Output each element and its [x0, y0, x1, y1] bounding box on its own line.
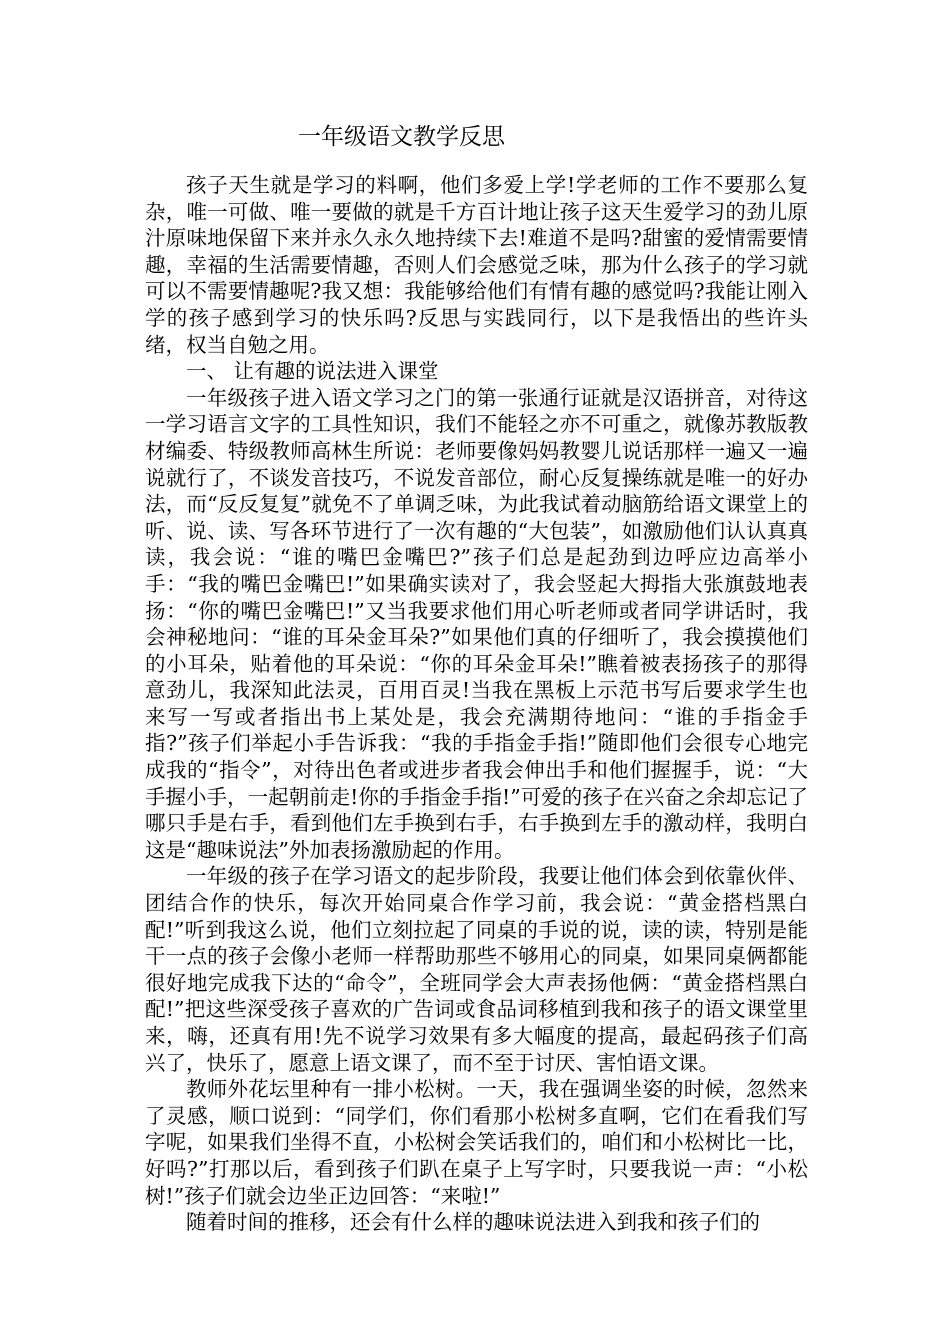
paragraph-pine-tree: 教师外花坛里种有一排小松树。一天，我在强调坐姿的时候，忽然来了灵感，顺口说到：“同学们，你们看那小松树多直啊，它们在看我们写字呢，如果我们坐得不直，小松树会笑话我们的，咱们和小松树比一比，好吗?”打那以后，看到孩子们趴在桌子上写字时，只要我说一声：“小松树!”孩子们就会边坐正边回答：“来啦!” — [145, 1077, 808, 1208]
paragraph-closing: 随着时间的推移，还会有什么样的趣味说法进入到我和孩子们的 — [186, 1210, 760, 1235]
document-body — [145, 172, 808, 1236]
document-title: 一年级语文教学反思 — [298, 124, 505, 150]
paragraph-pinyin: 一年级孩子进入语文学习之门的第一张通行证就是汉语拼音，对待这一学习语言文字的工具性知识，我们不能轻之亦不可重之，就像苏教版教材编委、特级教师高林生所说：老师要像妈妈教婴儿说话那样一遍又一遍说就行了，不谈发音技巧，不说发音部位，耐心反复操练就是唯一的好办法，而“反反复复”就免不了单调乏味，为此我试着动脑筋给语文课堂上的听、说、读、写各环节进行了一次有趣的“大包装”，如激励他们认认真真读，我会说：“谁的嘴巴金嘴巴?”孩子们总是起劲到边呼应边高举小手：“我的嘴巴金嘴巴!”如果确实读对了，我会竖起大拇指大张旗鼓地表扬：“你的嘴巴金嘴巴!”又当我要求他们用心听老师或者同学讲话时，我会神秘地问：“谁的耳朵金耳朵?”如果他们真的仔细听了，我会摸摸他们的小耳朵，贴着他的耳朵说：“你的耳朵金耳朵!”瞧着被表扬孩子的那得意劲儿，我深知此法灵，百用百灵!当我在黑板上示范书写后要求学生也来写一写或者指出书上某处是，我会充满期待地问：“谁的手指金手指?”孩子们举起小手告诉我：“我的手指金手指!”随即他们会很专心地完成我的“指令”，对待出色者或进步者我会伸出手和他们握握手，说：“大手握小手，一起朝前走!你的手指金手指!”可爱的孩子在兴奋之余却忘记了哪只手是右手，看到他们左手换到右手，右手换到左手的激动样，我明白这是“趣味说法”外加表扬激励起的作用。 — [145, 385, 808, 862]
paragraph-partner: 一年级的孩子在学习语文的起步阶段，我要让他们体会到依靠伙伴、团结合作的快乐，每次开始同桌合作学习前，我会说：“黄金搭档黑白配!”听到我这么说，他们立刻拉起了同桌的手说的说，读的读，特别是能干一点的孩子会像小老师一样帮助那些不够用心的同桌，如果同桌俩都能很好地完成我下达的“命令”，全班同学会大声表扬他俩：“黄金搭档黑白配!”把这些深受孩子喜欢的广告词或食品词移植到我和孩子的语文课堂里来，嗨，还真有用!先不说学习效果有多大幅度的提高，最起码孩子们高兴了，快乐了，愿意上语文课了，而不至于讨厌、害怕语文课。 — [145, 864, 808, 1075]
paragraph-intro: 孩子天生就是学习的料啊，他们多爱上学!学老师的工作不要那么复杂，唯一可做、唯一要做的就是千方百计地让孩子这天生爱学习的劲儿原汁原味地保留下来并永久永久地持续下去!难道不是吗?甜蜜的爱情需要情趣，幸福的生活需要情趣，否则人们会感觉乏味，那为什么孩子的学习就可以不需要情趣呢?我又想：我能够给他们有情有趣的感觉吗?我能让刚入学的孩子感到学习的快乐吗?反思与实践同行，以下是我悟出的些许头绪，权当自勉之用。 — [145, 173, 808, 357]
section-heading: 一、 让有趣的说法进入课堂 — [186, 359, 439, 384]
